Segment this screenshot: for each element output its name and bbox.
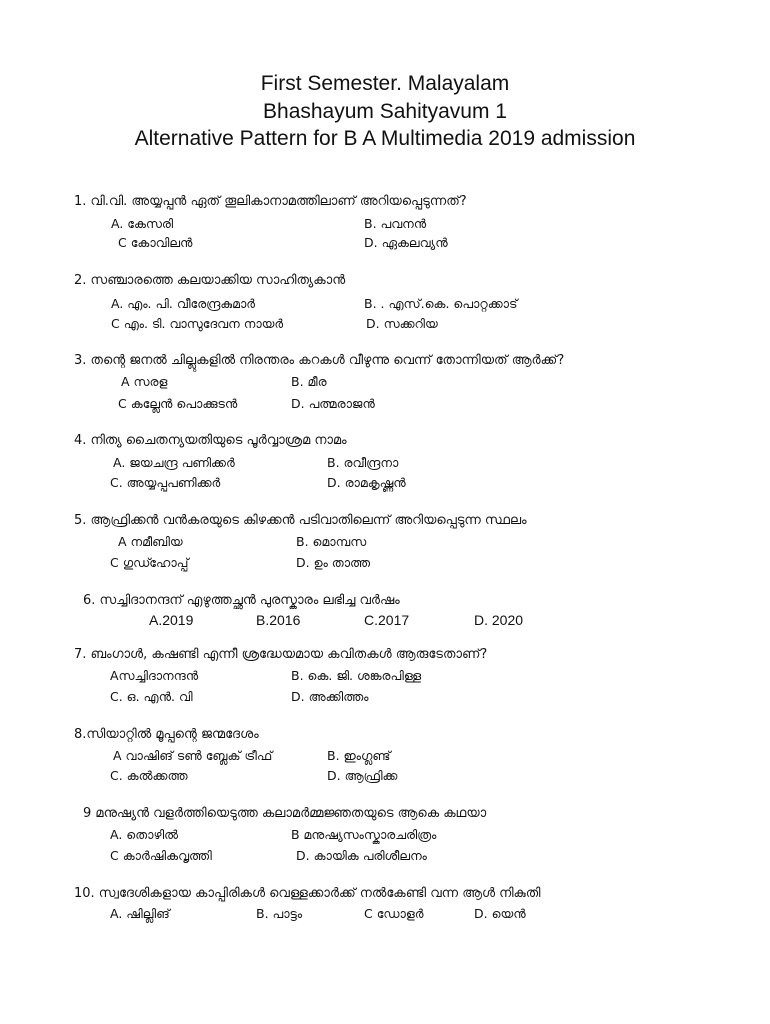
q2-option-a: A. എം. പി. വീരേന്ദ്രകുമാർ — [111, 296, 256, 311]
q10-option-a: A. ഷില്ലിങ് — [110, 906, 170, 921]
q2-option-c: C എം. ടി. വാസുദേവന നായർ — [111, 316, 284, 331]
document-title-line-3: Alternative Pattern for B A Multimedia 2019 admission — [134, 127, 636, 150]
document-title-line-1: First Semester. Malayalam — [260, 72, 510, 95]
q6-option-d: D. 2020 — [474, 612, 524, 628]
q8-option-d: D. ആഫ്രിക്ക — [327, 768, 398, 783]
q9-option-c: C കാർഷികവൃത്തി — [110, 848, 212, 863]
q7-option-b: B. കെ. ജി. ശങ്കരപിള്ള — [291, 668, 422, 683]
question-10: 10. സ്വദേശികളായ കാപ്പിരികൾ വെള്ളക്കാർക്ക് നൽകേണ്ടി വന്ന ആൾ നികുതി — [74, 886, 541, 901]
q4-option-a: A. ജയചന്ദ്ര പണിക്കർ — [113, 455, 235, 470]
q8-option-a: A വാഷിങ് ടൺ ബ്ലേക് ട്രീഫ് — [113, 748, 273, 763]
q6-option-b: B.2016 — [256, 612, 301, 628]
question-2: 2. സഞ്ചാരത്തെ കലയാക്കിയ സാഹിത്യകാൻ — [74, 273, 346, 288]
q3-option-a: A സരള — [121, 374, 168, 389]
q4-option-d: D. രാമകൃഷ്ണൻ — [327, 475, 406, 490]
q10-option-b: B. പാട്ടം — [256, 906, 303, 921]
q7-option-a: Aസച്ചിദാനന്ദൻ — [110, 668, 199, 683]
q2-option-b: B. . എസ്.കെ. പൊറ്റക്കാട് — [364, 296, 518, 311]
q9-option-d: D. കായിക പരിശീലനം — [296, 848, 427, 863]
question-6: 6. സച്ചിദാനന്ദന് എഴുത്തച്ഛൻ പുരസ്കാരം ലഭിച്ച വർഷം — [83, 593, 400, 608]
q10-option-c: C ഡോളർ — [364, 906, 424, 921]
q5-option-c: C ഗുഡ്ഹോപ്പ് — [110, 555, 189, 570]
q5-option-a: A നമീബിയ — [118, 534, 183, 549]
q4-option-c: C. അയ്യപ്പപണിക്കർ — [110, 475, 221, 490]
question-3: 3. തന്റെ ജനൽ ചില്ലുകളിൽ നിരന്തരം കറകൾ വീഴുന്നു വെന്ന് തോന്നിയത് ആർക്ക്? — [74, 353, 565, 368]
document-title-line-2: Bhashayum Sahityavum 1 — [263, 100, 507, 123]
question-1: 1. വി.വി. അയ്യപ്പൻ ഏത് തൂലികാനാമത്തിലാണ് അറിയപ്പെടുന്നത്? — [74, 194, 467, 209]
question-9: 9 മനുഷ്യൻ വളർത്തിയെടുത്ത കലാമർമ്മജ്ഞതയുടെ ആകെ കഥയാ — [83, 806, 487, 821]
q1-option-d: D. ഏകലവ്യൻ — [364, 235, 448, 250]
question-4: 4. നിത്യ ചൈതന്യയതിയുടെ പൂർവ്വാശ്രമ നാമം — [74, 433, 347, 448]
q5-option-d: D. ഉം താത്ത — [296, 555, 371, 570]
question-5: 5. ആഫ്രിക്കൻ വൻകരയുടെ കിഴക്കൻ പടിവാതിലെന്ന് അറിയപ്പെടുന്ന സ്ഥലം — [74, 513, 527, 528]
q1-option-b: B. പവനൻ — [364, 216, 427, 231]
q3-option-d: D. പത്മരാജൻ — [291, 396, 375, 411]
q7-option-d: D. അക്കിത്തം — [291, 689, 369, 704]
question-7: 7. ബംഗാൾ, കഷണ്ടി എന്നീ ശ്രദ്ധേയമായ കവിതകൾ ആരുടേതാണ്? — [74, 647, 488, 662]
q3-option-c: C കല്ലേൻ പൊക്കുടൻ — [118, 396, 238, 411]
q5-option-b: B. മൊമ്പസ — [296, 534, 367, 549]
q8-option-c: C. കൽക്കത്ത — [110, 768, 188, 783]
q1-option-a: A. കേസരി — [111, 216, 174, 231]
q9-option-a: A. തൊഴിൽ — [110, 827, 179, 842]
q8-option-b: B. ഇംഗ്ലണ്ട് — [327, 748, 391, 763]
q6-option-c: C.2017 — [364, 612, 410, 628]
question-8: 8.സിയാറ്റിൽ മൂപ്പന്റെ ജന്മദേശം — [74, 727, 259, 742]
q1-option-c: C കോവിലൻ — [118, 235, 193, 250]
q6-option-a: A.2019 — [149, 612, 194, 628]
q3-option-b: B. മീര — [291, 374, 327, 389]
q4-option-b: B. രവീന്ദ്രനാ — [327, 455, 399, 470]
q7-option-c: C. ഒ. എൻ. വി — [110, 689, 193, 704]
q10-option-d: D. യെൻ — [474, 906, 526, 921]
q2-option-d: D. സക്കറിയ — [366, 316, 438, 331]
q9-option-b: B മനുഷ്യസംസ്കാരചരിത്രം — [291, 827, 437, 842]
